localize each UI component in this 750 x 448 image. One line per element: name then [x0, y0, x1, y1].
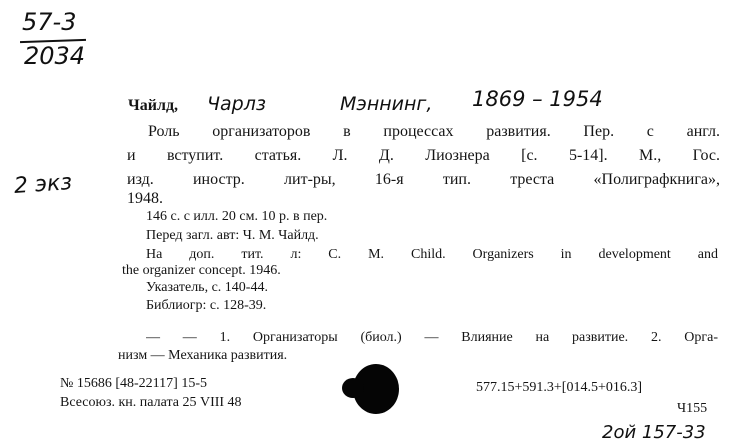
registration-number: № 15686 [48-22117] 15-5 — [60, 376, 207, 391]
note-line: На доп. тит. л: С. М. Child. Organizers in development and — [146, 248, 718, 262]
author-surname: Чайлд, — [128, 97, 179, 114]
description-line: и вступит. статья. Л. Д. Лиознера [с. 5-14]. М., Гос. — [127, 148, 720, 164]
subject-line: низм — Механика развития. — [118, 348, 288, 363]
note-line: Указатель, с. 140-44. — [146, 280, 268, 295]
note-line: Библиогр: с. 128-39. — [146, 298, 267, 313]
description-line: изд. иностр. лит-ры, 16-я тип. треста «Полиграфкнига», — [127, 172, 720, 188]
description-line: Роль организаторов в процессах развития. Пер. с англ. — [148, 124, 720, 140]
book-chamber-line: Всесоюз. кн. палата 25 VIII 48 — [60, 395, 242, 410]
cutter-number: Ч155 — [677, 401, 708, 416]
ink-blot — [342, 378, 364, 398]
handwritten-code: 2ой 157-33 — [602, 422, 706, 443]
author-dates: 1869 – 1954 — [472, 87, 603, 111]
note-line: Перед загл. авт: Ч. М. Чайлд. — [146, 228, 319, 243]
note-line: the organizer concept. 1946. — [122, 263, 281, 278]
margin-copies-note: 2 экз — [13, 170, 73, 199]
author-middle-name: Мэннинг, — [340, 93, 433, 115]
collation-line: 146 с. с илл. 20 см. 10 р. в пер. — [146, 209, 328, 224]
classification-index: 577.15+591.3+[014.5+016.3] — [476, 380, 643, 395]
description-line: 1948. — [127, 190, 163, 207]
subject-line: — — 1. Организаторы (биол.) — Влияние на развитие. 2. Орга- — [146, 331, 718, 345]
shelfmark-bottom: 2034 — [24, 42, 86, 70]
shelfmark-top: 57-3 — [22, 8, 77, 36]
author-given-name: Чарлз — [207, 93, 266, 115]
